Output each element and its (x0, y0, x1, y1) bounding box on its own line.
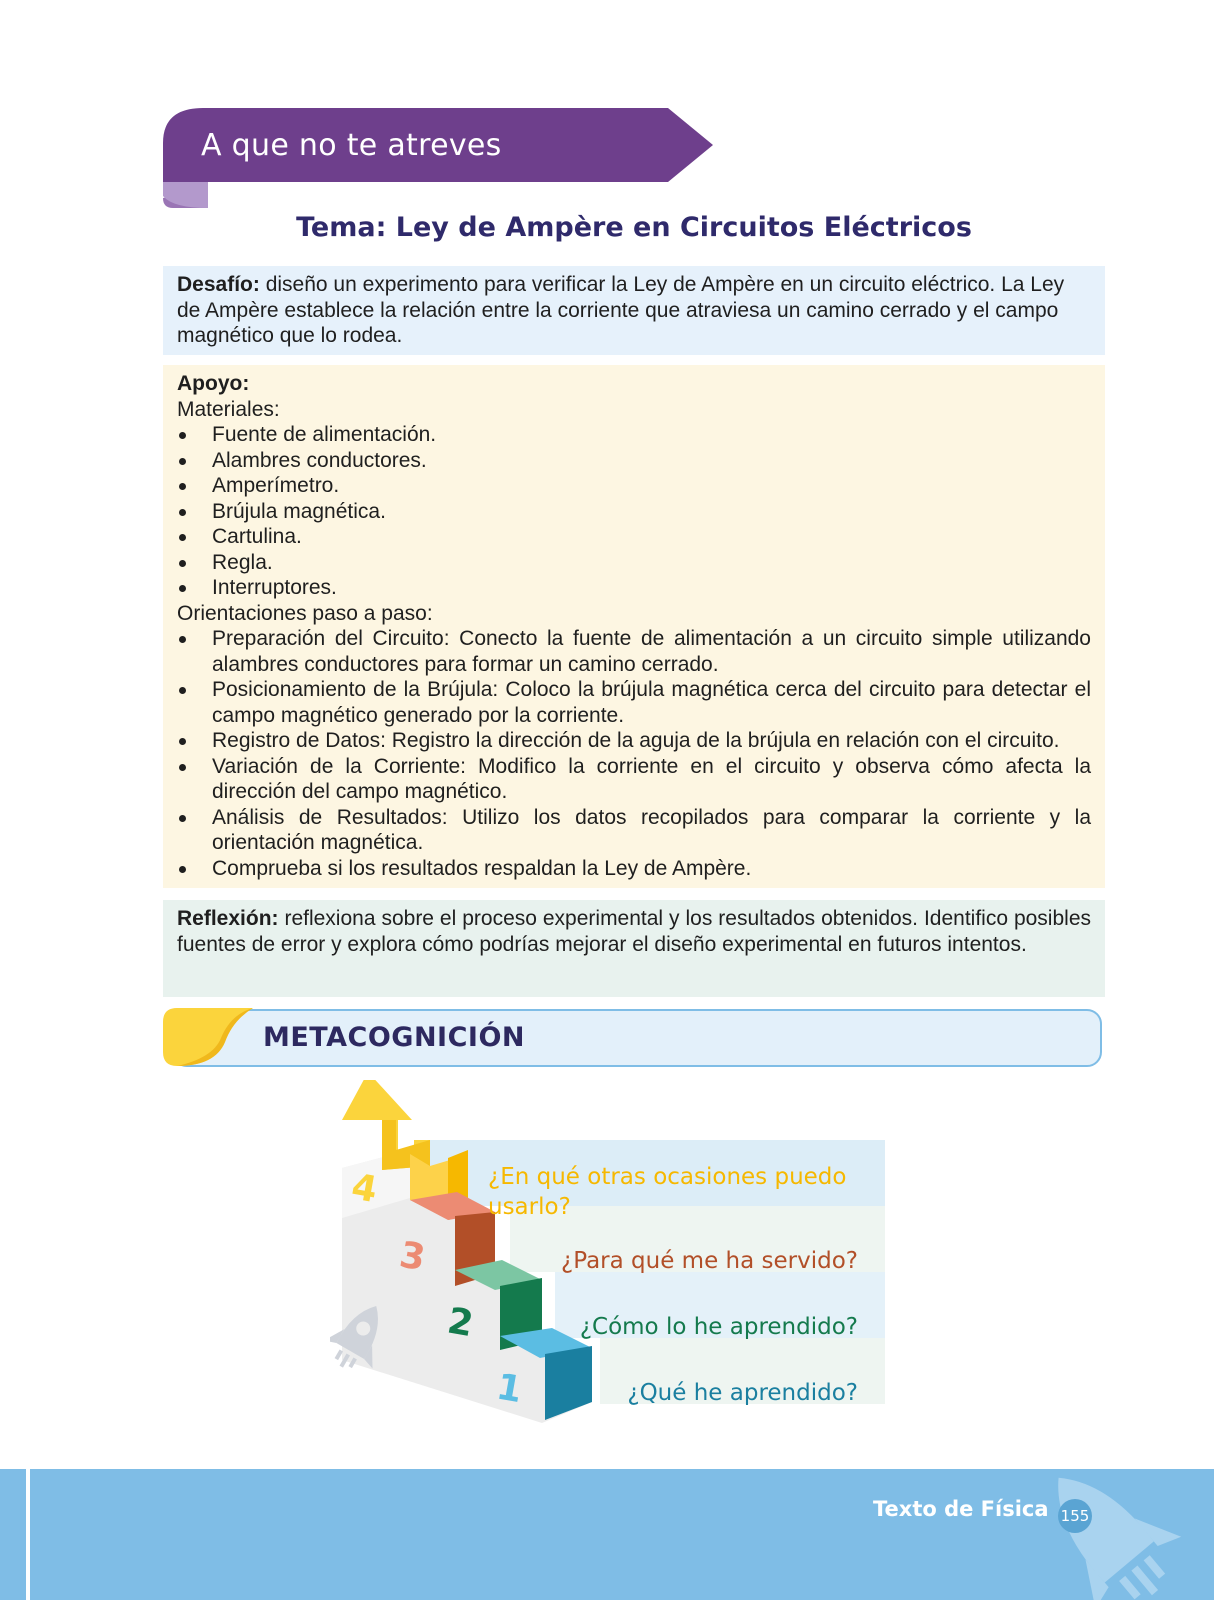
banner-title: A que no te atreves (201, 128, 502, 163)
list-item: Interruptores. (177, 575, 1091, 601)
stair-question-2: ¿Cómo lo he aprendido? (579, 1314, 858, 1340)
svg-text:4: 4 (348, 1166, 381, 1212)
book-title: Texto de Física (873, 1497, 1049, 1521)
svg-text:2: 2 (444, 1300, 477, 1346)
stair-question-3: ¿Para qué me ha servido? (561, 1248, 858, 1274)
list-item: Regla. (177, 550, 1091, 576)
list-item: Comprueba si los resultados respaldan la Ley de Ampère. (177, 856, 1091, 882)
metacognition-stairs (330, 1080, 910, 1460)
list-item: Análisis de Resultados: Utilizo los datos recopilados para comparar la corriente y la orientación magnética. (177, 805, 1091, 856)
rocket-icon (1020, 1469, 1214, 1600)
list-item: Cartulina. (177, 524, 1091, 550)
steps-list (177, 626, 1091, 881)
stair-question-4: ¿En qué otras ocasiones puedo usarlo? (488, 1164, 847, 1220)
list-item: Preparación del Circuito: Conecto la fuente de alimentación a un circuito simple utilizando alambres conductores para formar un camino cerrado. (177, 626, 1091, 677)
page-number: 155 (1058, 1499, 1092, 1533)
reflection-text: reflexiona sobre el proceso experimental y los resultados obtenidos. Identifico posibles fuentes de error y explora cómo podrías mejorar el diseño experimental en futuros intentos. (177, 907, 1091, 956)
support-label: Apoyo: (177, 372, 250, 395)
list-item: Brújula magnética. (177, 499, 1091, 525)
list-item: Amperímetro. (177, 473, 1091, 499)
list-item: Alambres conductores. (177, 448, 1091, 474)
support-box (163, 365, 1105, 888)
metacognition-title: METACOGNICIÓN (263, 1022, 526, 1053)
metacognition-header (163, 1008, 1108, 1072)
page-footer (0, 1469, 1214, 1600)
materials-list (177, 422, 1091, 601)
steps-heading: Orientaciones paso a paso: (177, 601, 433, 625)
list-item: Posicionamiento de la Brújula: Coloco la brújula magnética cerca del circuito para detectar el campo magnético generado por la corriente. (177, 677, 1091, 728)
stair-question-1: ¿Qué he aprendido? (627, 1380, 858, 1406)
challenge-label: Desafío: (177, 273, 260, 296)
challenge-text: diseño un experimento para verificar la Ley de Ampère en un circuito eléctrico. La Ley de Ampère establece la relación entre la corriente que atraviesa un camino cerrado y el campo magnético que lo rodea. (177, 273, 1065, 347)
reflection-box (163, 900, 1105, 997)
svg-text:1: 1 (493, 1366, 526, 1412)
topic-title: Tema: Ley de Ampère en Circuitos Eléctricos (296, 212, 972, 243)
materials-heading: Materiales: (177, 397, 280, 421)
list-item: Fuente de alimentación. (177, 422, 1091, 448)
footer-divider (26, 1469, 30, 1600)
list-item: Registro de Datos: Registro la dirección de la aguja de la brújula en relación con el circuito. (177, 728, 1091, 754)
svg-text:3: 3 (396, 1234, 429, 1280)
challenge-box (163, 266, 1105, 355)
list-item: Variación de la Corriente: Modifico la corriente en el circuito y observa cómo afecta la dirección del campo magnético. (177, 754, 1091, 805)
reflection-label: Reflexión: (177, 907, 279, 930)
section-banner (163, 108, 728, 216)
